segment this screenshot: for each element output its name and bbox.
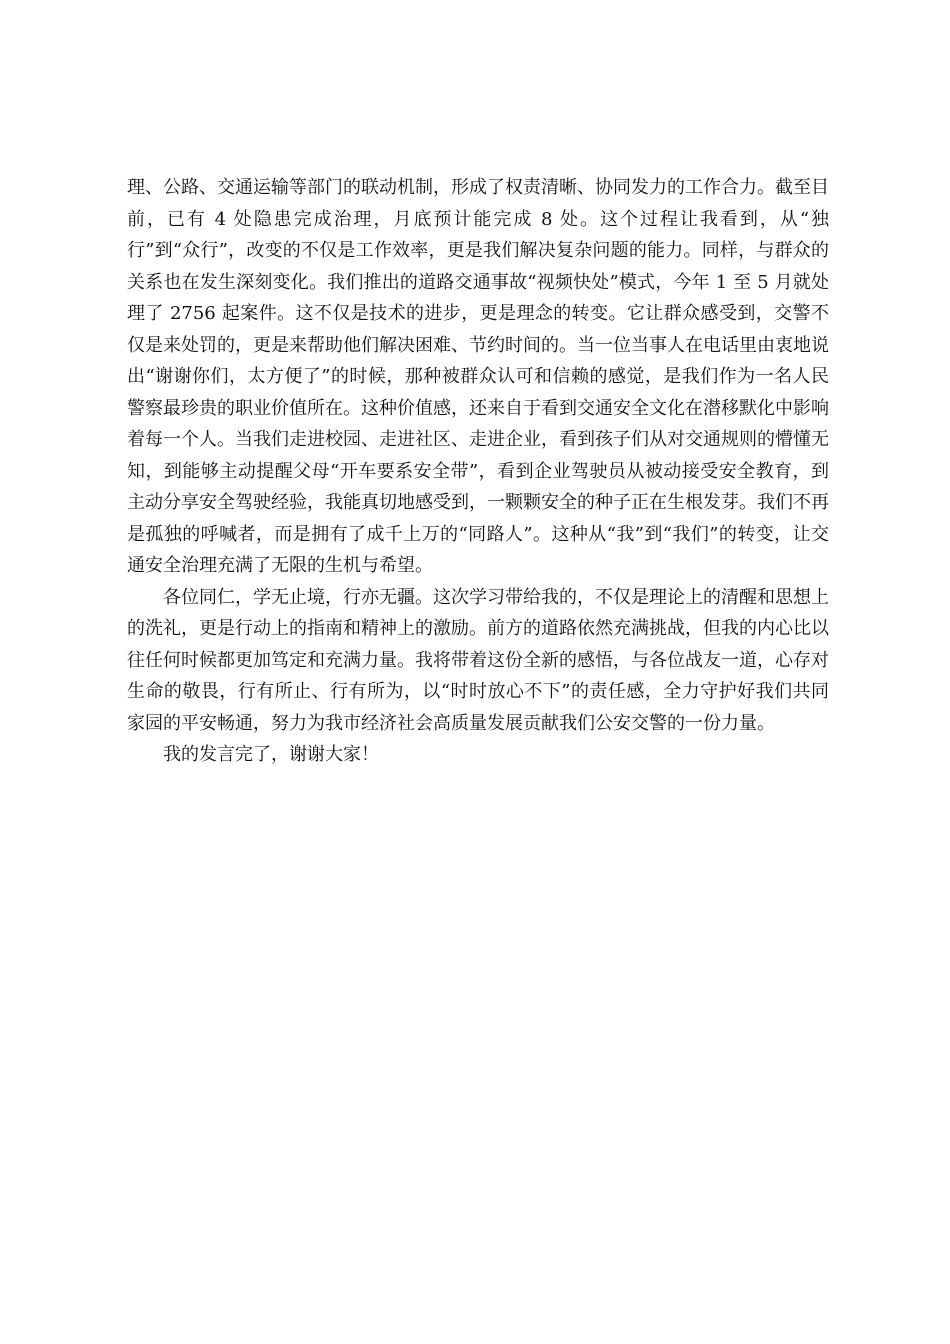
paragraph-continued: 理、公路、交通运输等部门的联动机制，形成了权责清晰、协同发力的工作合力。截至目前，已有 4 处隐患完成治理，月底预计能完成 8 处。这个过程让我看到，从“独行”到“众行”，改变的不仅是工作效率，更是我们解决复杂问题的能力。同样，与群众的关系也在发生深刻变化。我们推出的道路交通事故“视频快处”模式，今年 1 至 5 月就处理了 2756 起案件。这不仅是技术的进步，更是理念的转变。它让群众感受到，交警不仅是来处罚的，更是来帮助他们解决困难、节约时间的。当一位当事人在电话里由衷地说出“谢谢你们，太方便了”的时候，那种被群众认可和信赖的感觉，是我们作为一名人民警察最珍贵的职业价值所在。这种价值感，还来自于看到交通安全文化在潜移默化中影响着每一个人。当我们走进校园、走进社区、走进企业，看到孩子们从对交通规则的懵懂无知，到能够主动提醒父母“开车要系安全带”，看到企业驾驶员从被动接受安全教育，到主动分享安全驾驶经验，我能真切地感受到，一颗颗安全的种子正在生根发芽。我们不再是孤独的呼喊者，而是拥有了成千上万的“同路人”。这种从“我”到“我们”的转变，让交通安全治理充满了无限的生机与希望。 <box>127 177 829 576</box>
paragraph-closing-remarks: 各位同仁，学无止境，行亦无疆。这次学习带给我的，不仅是理论上的清醒和思想上的洗礼，更是行动上的指南和精神上的激励。前方的道路依然充满挑战，但我的内心比以往任何时候都更加笃定和充满力量。我将带着这份全新的感悟，与各位战友一道，心存对生命的敬畏，行有所止、行有所为，以“时时放心不下”的责任感，全力守护好我们共同家园的平安畅通，努力为我市经济社会高质量发展贡献我们公安交警的一份力量。 <box>127 586 829 734</box>
paragraph-thanks: 我的发言完了，谢谢大家！ <box>163 744 379 765</box>
document-body <box>127 172 829 771</box>
